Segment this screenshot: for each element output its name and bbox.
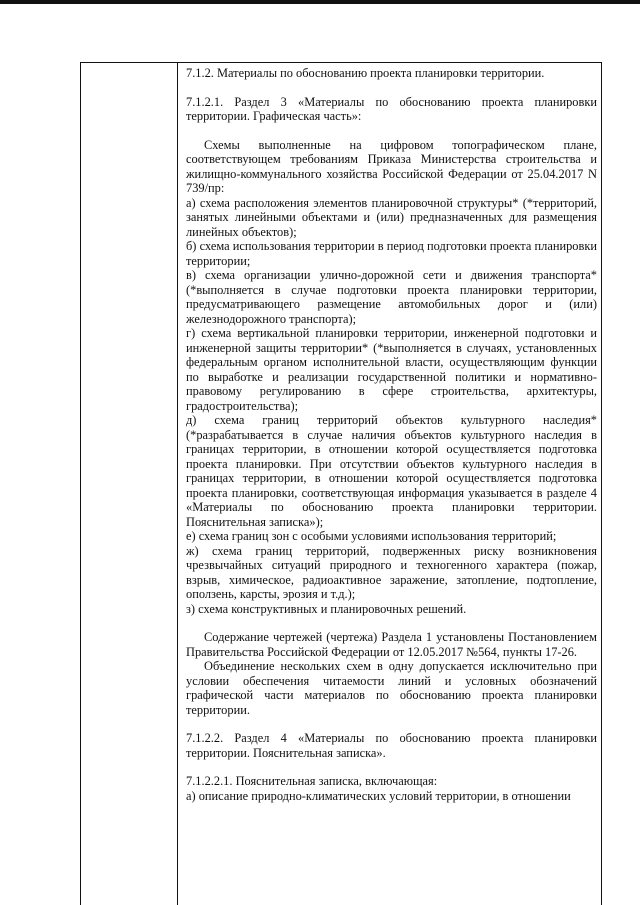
scheme-item-b: б) схема использования территории в период подготовки проекта планировки территории; [186, 239, 597, 268]
section-7-1-2-title: 7.1.2. Материалы по обоснованию проекта планировки территории. [186, 66, 545, 80]
section-7-1-2-2-1-title: 7.1.2.2.1. Пояснительная записка, включающая: [186, 774, 438, 788]
explanatory-item-a: а) описание природно-климатических условий территории, в отношении [186, 788, 571, 803]
scheme-item-e: е) схема границ зон с особыми условиями использования территорий; [186, 529, 557, 543]
scheme-item-z: з) схема конструктивных и планировочных решений. [186, 601, 467, 616]
section-7-1-2-2-title: 7.1.2.2. Раздел 4 «Материалы по обоснованию проекта планировки территории. Пояснительная записка». [186, 731, 597, 760]
scheme-item-a: а) схема расположения элементов планировочной структуры* (*территорий, занятых линейными объектами и (или) предназначенных для размещения линейных объектов); [186, 195, 597, 239]
merge-paragraph: Объединение нескольких схем в одну допускается исключительно при условии обеспечения читаемости линий и условных обозначений графической части материалов по обоснованию проекта планировки территории. [186, 659, 597, 717]
top-rule [0, 0, 640, 4]
scheme-item-v: в) схема организации улично-дорожной сети и движения транспорта* (*выполняется в случае подготовки проекта планировки территории, предусматривающего размещение автомобильных дорог и (или) железнодорожного транспорта); [186, 268, 597, 326]
scheme-item-zh: ж) схема границ территорий, подверженных риску возникновения чрезвычайных ситуаций природного и техногенного характера (пожар, взрыв, химическое, радиоактивное заражение, затопление, подтопление, оползень, карсты, эрозия и т.д.); [186, 543, 597, 601]
section-7-1-2-1-title: 7.1.2.1. Раздел 3 «Материалы по обоснованию проекта планировки территории. Графическая часть»: [186, 94, 597, 123]
column-divider [177, 63, 178, 905]
scheme-item-g: г) схема вертикальной планировки территории, инженерной подготовки и инженерной защиты территории* (*выполняется в случаях, установленных федеральным органом исполнительной власти, осуществляющим функции по выработке и реализации государственной политики и нормативно-правовому регулированию в сфере строительства, архитектуры, градостроительства); [186, 326, 597, 413]
scheme-item-d: д) схема границ территорий объектов культурного наследия* (*разрабатывается в случае наличия объектов культурного наследия в границах территории, в отношении которой осуществляется подготовка проекта планировки. При отсутствии объектов культурного наследия в границах территории, в отношении которой осуществляется подготовка проекта планировки, соответствующая информация указывается в разделе 4 «Материалы по обоснованию проекта планировки территории. Пояснительная записка»); [186, 413, 597, 529]
schemes-intro: Схемы выполненные на цифровом топографическом плане, соответствующем требованиям Приказа Министерства строительства и жилищно-коммунального хозяйства Российской Федерации от 25.04.2017 N 739/пр: [186, 137, 597, 195]
content-paragraph: Содержание чертежей (чертежа) Раздела 1 установлены Постановлением Правительства Российской Федерации от 12.05.2017 №564, пункты 17-26. [186, 630, 597, 659]
document-body [186, 66, 597, 803]
